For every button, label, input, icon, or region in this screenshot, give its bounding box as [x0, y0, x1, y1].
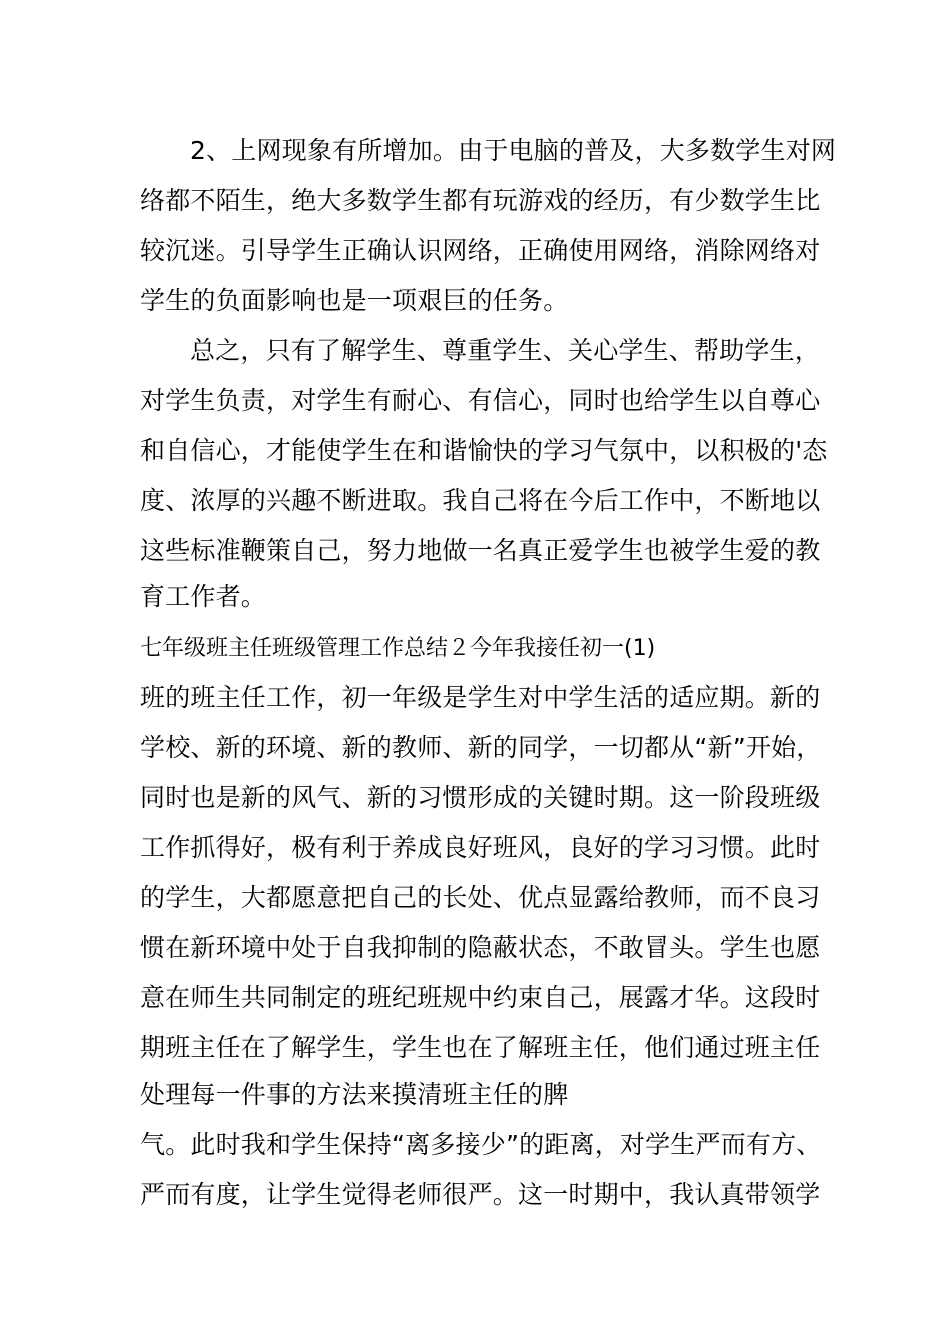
paragraph-line: 对学生负责，对学生有耐心、有信心，同时也给学生以自尊心 [140, 386, 821, 415]
paragraph-line: 和自信心，才能使学生在和谐愉快的学习气氛中，以积极的'态 [140, 436, 828, 465]
paragraph-line: 惯在新环境中处于自我抑制的隐蔽状态，不敢冒头。学生也愿 [140, 933, 821, 962]
paragraph-line: 总之，只有了解学生、尊重学生、关心学生、帮助学生， [190, 336, 821, 365]
paragraph-line: 2、上网现象有所增加。由于电脑的普及，大多数学生对网 [190, 136, 837, 165]
paragraph-line: 同时也是新的风气、新的习惯形成的关键时期。这一阶段班级 [140, 783, 821, 812]
paragraph-line: 的学生，大都愿意把自己的长处、优点显露给教师，而不良习 [140, 883, 821, 912]
paragraph-line: 育工作者。 [140, 582, 267, 611]
paragraph-line: 气。此时我和学生保持“离多接少”的距离，对学生严而有方、 [140, 1130, 822, 1159]
paragraph-line: 班的班主任工作，初一年级是学生对中学生活的适应期。新的 [140, 683, 821, 712]
paragraph-line: 度、浓厚的兴趣不断进取。我自己将在今后工作中，不断地以 [140, 486, 821, 515]
paragraph-line: 严而有度，让学生觉得老师很严。这一时期中，我认真带领学 [140, 1180, 821, 1209]
paragraph-line: 这些标准鞭策自己，努力地做一名真正爱学生也被学生爱的教 [140, 536, 821, 565]
paragraph-line: 期班主任在了解学生，学生也在了解班主任，他们通过班主任 [140, 1033, 821, 1062]
section-heading: 七年级班主任班级管理工作总结２今年我接任初一(1) [140, 636, 656, 661]
paragraph-line: 络都不陌生，绝大多数学生都有玩游戏的经历，有少数学生比 [140, 186, 821, 215]
paragraph-line: 较沉迷。引导学生正确认识网络，正确使用网络，消除网络对 [140, 236, 821, 265]
paragraph-line: 工作抓得好，极有利于养成良好班风，良好的学习习惯。此时 [140, 833, 821, 862]
paragraph-line: 学生的负面影响也是一项艰巨的任务。 [140, 286, 569, 315]
paragraph-line: 意在师生共同制定的班纪班规中约束自己，展露才华。这段时 [140, 983, 821, 1012]
paragraph-line: 学校、新的环境、新的教师、新的同学，一切都从“新”开始， [140, 733, 822, 762]
paragraph-line: 处理每一件事的方法来摸清班主任的脾 [140, 1080, 569, 1109]
